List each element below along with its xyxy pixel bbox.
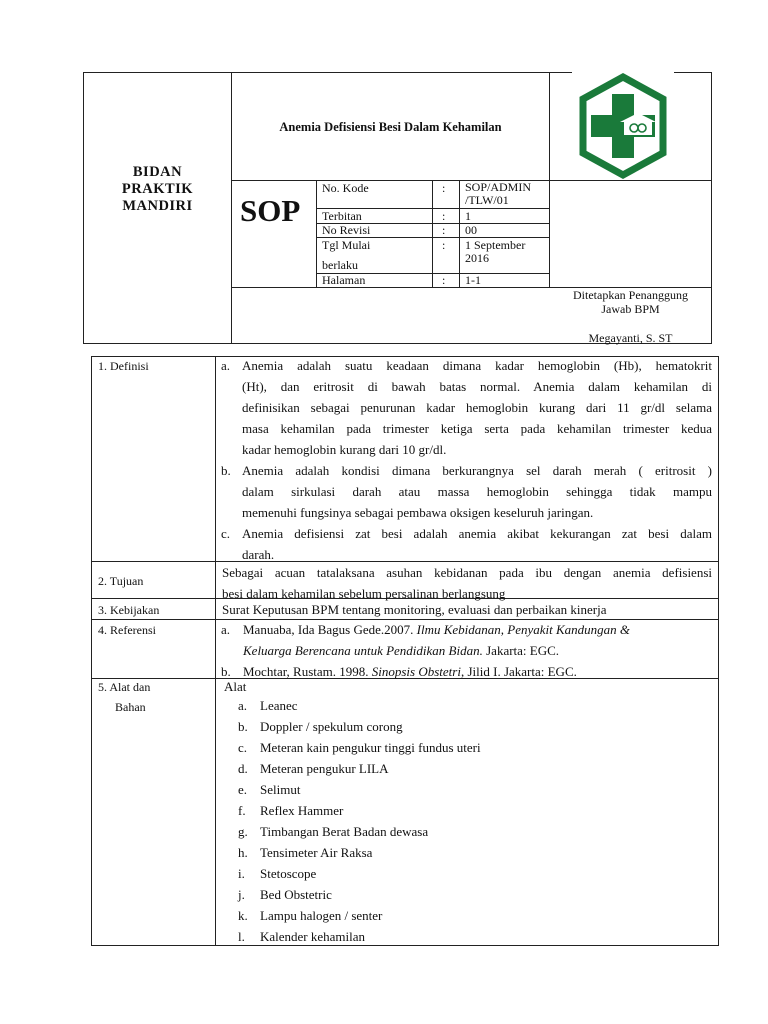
approval-block bbox=[550, 288, 711, 345]
section-referensi-label: 4. Referensi bbox=[98, 623, 156, 637]
alat-item-marker: g. bbox=[238, 824, 248, 839]
definisi-a-line: kadar hemoglobin kurang dari 10 gr/dl. bbox=[242, 442, 447, 457]
approval-line-1: Ditetapkan Penanggung bbox=[573, 288, 688, 302]
field-tgl-mulai-value-1: 1 September bbox=[465, 238, 526, 252]
health-cross-logo bbox=[572, 72, 674, 180]
alat-item-text: Doppler / spekulum corong bbox=[260, 719, 403, 734]
tujuan-line: besi dalam kehamilan sebelum persalinan berlangsung bbox=[222, 586, 506, 601]
sop-label: SOP bbox=[240, 193, 301, 228]
alat-item-marker: k. bbox=[238, 908, 248, 923]
referensi-b-line bbox=[243, 665, 577, 679]
alat-item-marker: e. bbox=[238, 782, 248, 797]
field-no-kode-label: No. Kode bbox=[322, 181, 369, 195]
alat-item-marker: i. bbox=[238, 866, 245, 881]
org-line-1: BIDAN bbox=[132, 164, 183, 180]
alat-item-text: Meteran kain pengukur tinggi fundus uteri bbox=[260, 740, 481, 755]
definisi-b-line: dalam sirkulasi darah atau massa hemoglobin sehingga tidak mampu bbox=[242, 484, 712, 499]
definisi-b-line: Anemia adalah kondisi dimana berkurangnya sel darah merah ( eritrosit ) bbox=[242, 463, 712, 478]
field-separator: : bbox=[442, 238, 446, 252]
alat-item-marker: b. bbox=[238, 719, 248, 734]
section-alat-label-2: Bahan bbox=[115, 700, 146, 714]
alat-item-marker: j. bbox=[238, 887, 245, 902]
field-no-revisi-value: 00 bbox=[465, 223, 477, 237]
definisi-a-marker: a. bbox=[221, 358, 231, 373]
alat-item-text: Selimut bbox=[260, 782, 301, 797]
referensi-a-title: Ilmu Kebidanan, Penyakit Kandungan & bbox=[416, 622, 631, 637]
field-separator: : bbox=[442, 273, 446, 287]
tujuan-text bbox=[222, 562, 712, 604]
referensi-a-author: Manuaba, Ida Bagus Gede.2007. bbox=[243, 622, 417, 637]
alat-item-marker: h. bbox=[238, 845, 248, 860]
section-definisi-label: 1. Definisi bbox=[98, 359, 149, 373]
field-tgl-mulai-value-2: 2016 bbox=[465, 251, 489, 265]
approval-line-2: Jawab BPM bbox=[601, 302, 660, 316]
referensi-b-marker: b. bbox=[221, 664, 231, 679]
referensi-b-publisher: , Jilid I. Jakarta: EGC. bbox=[460, 664, 577, 679]
org-line-3: MANDIRI bbox=[122, 198, 193, 214]
referensi-b-title: Sinopsis Obstetri bbox=[371, 664, 461, 679]
organization-name bbox=[84, 164, 231, 215]
kebijakan-text: Surat Keputusan BPM tentang monitoring, evaluasi dan perbaikan kinerja bbox=[222, 602, 607, 617]
field-separator: : bbox=[442, 209, 446, 223]
alat-item-marker: c. bbox=[238, 740, 248, 755]
referensi-a-publisher: Jakarta: EGC. bbox=[482, 643, 560, 658]
sop-header-table bbox=[0, 0, 768, 350]
alat-item-text: Kalender kehamilan bbox=[260, 929, 366, 944]
section-alat-label-1: 5. Alat dan bbox=[98, 680, 151, 694]
field-berlaku-label: berlaku bbox=[322, 258, 358, 272]
tujuan-line: Sebagai acuan tatalaksana asuhan kebidanan pada ibu dengan anemia defisiensi bbox=[222, 565, 712, 580]
field-separator: : bbox=[442, 223, 446, 237]
definisi-a-line: masa kehamilan pada trimester ketiga serta pada kehamilan trimester kedua bbox=[242, 421, 712, 436]
alat-item-text: Meteran pengukur LILA bbox=[260, 761, 389, 776]
alat-heading: Alat bbox=[224, 679, 247, 694]
alat-item-text: Reflex Hammer bbox=[260, 803, 344, 818]
field-no-revisi-label: No Revisi bbox=[322, 223, 371, 237]
definisi-a-text bbox=[242, 355, 712, 460]
referensi-a-title-cont: Keluarga Berencana untuk Pendidikan Bidan. bbox=[243, 643, 483, 658]
approval-name: Megayanti, S. ST bbox=[588, 331, 673, 345]
definisi-b-text bbox=[242, 460, 712, 523]
field-halaman-label: Halaman bbox=[322, 273, 366, 287]
definisi-b-marker: b. bbox=[221, 463, 231, 478]
referensi-a-marker: a. bbox=[221, 622, 231, 637]
referensi-b-author: Mochtar, Rustam. 1998. bbox=[243, 664, 372, 679]
definisi-a-line: (Ht), dan eritrosit di bawah batas normal. Anemia dalam kehamilan di bbox=[242, 379, 712, 394]
logo-graphic bbox=[572, 72, 674, 180]
definisi-c-line: darah. bbox=[242, 547, 275, 562]
definisi-a-line: definisikan sebagai penurunan kadar hemoglobin kurang dari 11 gr/dl selama bbox=[242, 400, 712, 415]
alat-item-text: Lampu halogen / senter bbox=[260, 908, 383, 923]
definisi-c-marker: c. bbox=[221, 526, 231, 541]
alat-item-marker: l. bbox=[238, 929, 245, 944]
field-no-kode-value-2: /TLW/01 bbox=[465, 193, 509, 207]
alat-item-text: Leanec bbox=[260, 698, 298, 713]
definisi-c-line: Anemia defisiensi zat besi adalah anemia akibat kekurangan zat besi dalam bbox=[242, 526, 712, 541]
referensi-a-line-1 bbox=[243, 623, 630, 637]
definisi-b-line: memenuhi fungsinya sebagai pembawa oksigen keseluruh jaringan. bbox=[242, 505, 594, 520]
definisi-a-line: Anemia adalah suatu keadaan dimana kadar hemoglobin (Hb), hematokrit bbox=[242, 358, 712, 373]
section-kebijakan-label: 3. Kebijakan bbox=[98, 603, 160, 617]
org-line-2: PRAKTIK bbox=[121, 181, 194, 197]
alat-item-marker: a. bbox=[238, 698, 248, 713]
field-tgl-mulai-label: Tgl Mulai bbox=[322, 238, 371, 252]
alat-item-text: Timbangan Berat Badan dewasa bbox=[260, 824, 429, 839]
section-tujuan-label: 2. Tujuan bbox=[98, 574, 144, 588]
field-halaman-value: 1-1 bbox=[465, 273, 481, 287]
alat-item-marker: f. bbox=[238, 803, 246, 818]
alat-item-text: Bed Obstetric bbox=[260, 887, 332, 902]
alat-item-marker: d. bbox=[238, 761, 248, 776]
field-no-kode-value-1: SOP/ADMIN bbox=[465, 180, 532, 194]
field-terbitan-label: Terbitan bbox=[322, 209, 362, 223]
alat-item-text: Tensimeter Air Raksa bbox=[260, 845, 373, 860]
field-terbitan-value: 1 bbox=[465, 209, 471, 223]
field-separator: : bbox=[442, 181, 446, 195]
referensi-a-line-2 bbox=[243, 644, 559, 658]
definisi-c-text bbox=[242, 523, 712, 565]
alat-item-text: Stetoscope bbox=[260, 866, 317, 881]
document-title: Anemia Defisiensi Besi Dalam Kehamilan bbox=[279, 120, 502, 134]
